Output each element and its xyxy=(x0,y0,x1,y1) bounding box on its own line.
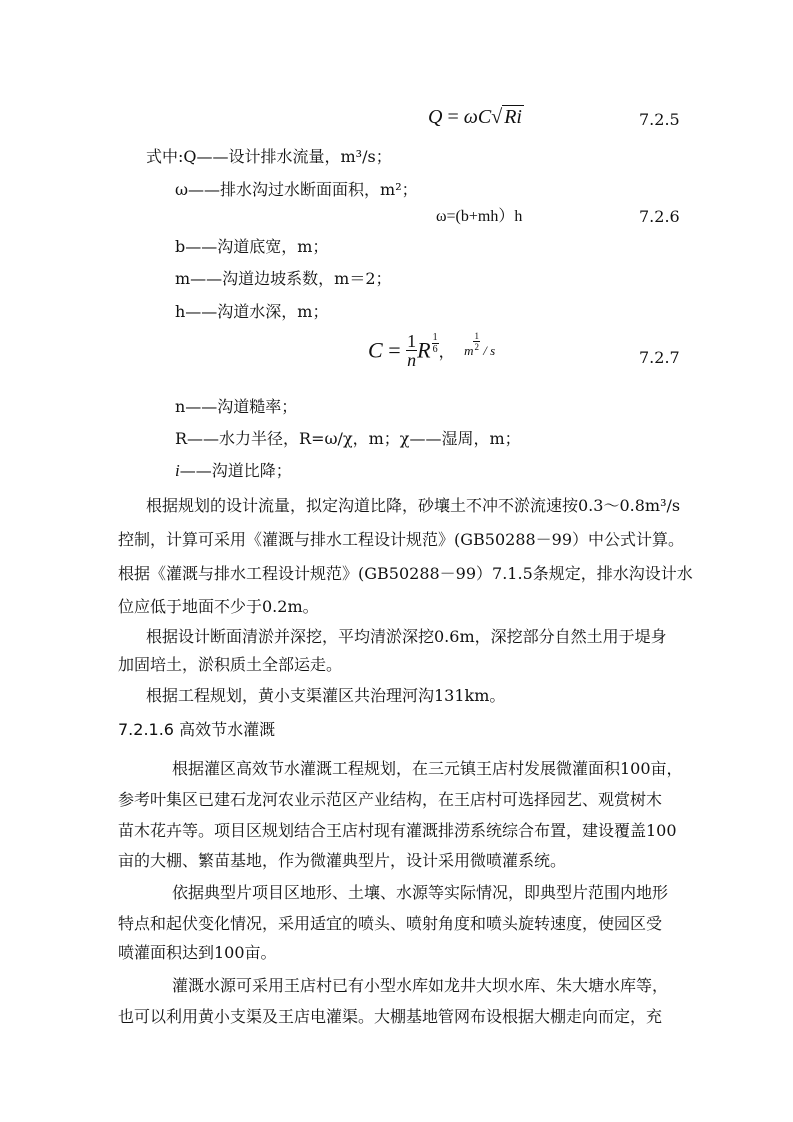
eq-radicand: Ri xyxy=(504,106,522,128)
eq-exp-numerator: 1 xyxy=(432,332,438,343)
paragraph-line: 苗木花卉等。项目区规划结合王店村现有灌溉排涝系统综合布置，建设覆盖100 xyxy=(118,821,677,840)
paragraph-line: 根据灌区高效节水灌溉工程规划，在三元镇王店村发展微灌面积100亩， xyxy=(172,759,683,778)
eq-symbol: Q xyxy=(428,106,443,128)
paragraph-line: 控制，计算可采用《灌溉与排水工程设计规范》(GB50288－99）中公式计算。 xyxy=(118,530,685,549)
equation-flow xyxy=(428,106,524,129)
slope-symbol: i xyxy=(175,461,180,480)
eq-symbol: = xyxy=(447,106,459,128)
eq-unit-base: m xyxy=(464,342,474,358)
equation-number: 7.2.5 xyxy=(639,110,680,129)
eq-exp-denominator: 6 xyxy=(432,344,438,355)
definition-text: n——沟道糙率； xyxy=(175,397,298,416)
equation-number: 7.2.7 xyxy=(639,348,680,367)
eq-symbol: C xyxy=(477,106,492,128)
definition-text: 式中:Q——设计排水流量，m³/s； xyxy=(146,147,392,166)
eq-unit-exponent xyxy=(473,331,480,352)
eq-symbol: R xyxy=(417,337,431,363)
eq-symbol: ， xyxy=(438,344,455,361)
equation-number: 7.2.6 xyxy=(639,207,680,226)
paragraph-line: 根据规划的设计流量，拟定沟道比降，砂壤土不冲不淤流速按0.3～0.8m³/s xyxy=(146,496,681,515)
section-heading: 7.2.1.6 高效节水灌溉 xyxy=(118,720,276,739)
definition-text: b——沟道底宽，m； xyxy=(175,237,329,256)
paragraph-line: 根据设计断面清淤并深挖，平均清淤深挖0.6m，深挖部分自然土用于堤身 xyxy=(146,627,667,646)
eq-unit-tail: / s xyxy=(483,342,496,358)
paragraph-line: 特点和起伏变化情况，采用适宜的喷头、喷射角度和喷头旋转速度，使园区受 xyxy=(118,914,663,933)
definition-text: h——沟道水深，m； xyxy=(175,302,329,321)
definition-text: ω——排水沟过水断面面积，m²； xyxy=(175,180,418,199)
eq-numerator: 1 xyxy=(407,331,417,351)
paragraph-line: 加固培土，淤积质土全部运走。 xyxy=(118,655,343,674)
paragraph-line: 亩的大棚、繁苗基地，作为微灌典型片，设计采用微喷灌系统。 xyxy=(118,851,567,870)
eq-symbol: C xyxy=(368,337,383,363)
equation-chezy xyxy=(368,332,495,378)
eq-symbol: ω xyxy=(463,106,478,128)
slope-text: ——沟道比降； xyxy=(179,461,292,480)
paragraph-line: 参考叶集区已建石龙河农业示范区产业结构，在王店村可选择园艺、观赏树木 xyxy=(118,790,663,809)
paragraph-line: 喷灌面积达到100亩。 xyxy=(118,943,277,962)
paragraph-line: 也可以利用黄小支渠及王店电灌渠。大棚基地管网布设根据大棚走向而定，充 xyxy=(118,1007,663,1026)
eq-unit-exp-num: 1 xyxy=(474,330,479,341)
paragraph-line: 根据工程规划，黄小支渠灌区共治理河沟131km。 xyxy=(146,686,506,705)
definition-text: m——沟道边坡系数，m＝2； xyxy=(175,269,392,288)
eq-exponent xyxy=(432,332,439,355)
definition-text: R——水力半径，R=ω/χ，m；χ——湿周，m； xyxy=(175,429,521,448)
paragraph-line: 根据《灌溉与排水工程设计规范》(GB50288－99）7.1.5条规定，排水沟设计水 xyxy=(118,564,693,583)
eq-symbol: √ xyxy=(491,106,503,128)
eq-denominator: n xyxy=(407,350,417,370)
eq-unit-exp-den: 2 xyxy=(474,341,479,352)
definition-text xyxy=(175,461,292,481)
equation-section-area: ω=(b+mh）h xyxy=(436,208,523,225)
paragraph-line: 依据典型片项目区地形、土壤、水源等实际情况，即典型片范围内地形 xyxy=(172,883,669,902)
eq-symbol: = xyxy=(388,337,401,363)
eq-unit xyxy=(464,330,496,358)
paragraph-line: 灌溉水源可采用王店村已有小型水库如龙井大坝水库、朱大塘水库等， xyxy=(172,976,669,995)
paragraph-line: 位应低于地面不少于0.2m。 xyxy=(118,597,319,616)
eq-fraction xyxy=(406,332,417,369)
